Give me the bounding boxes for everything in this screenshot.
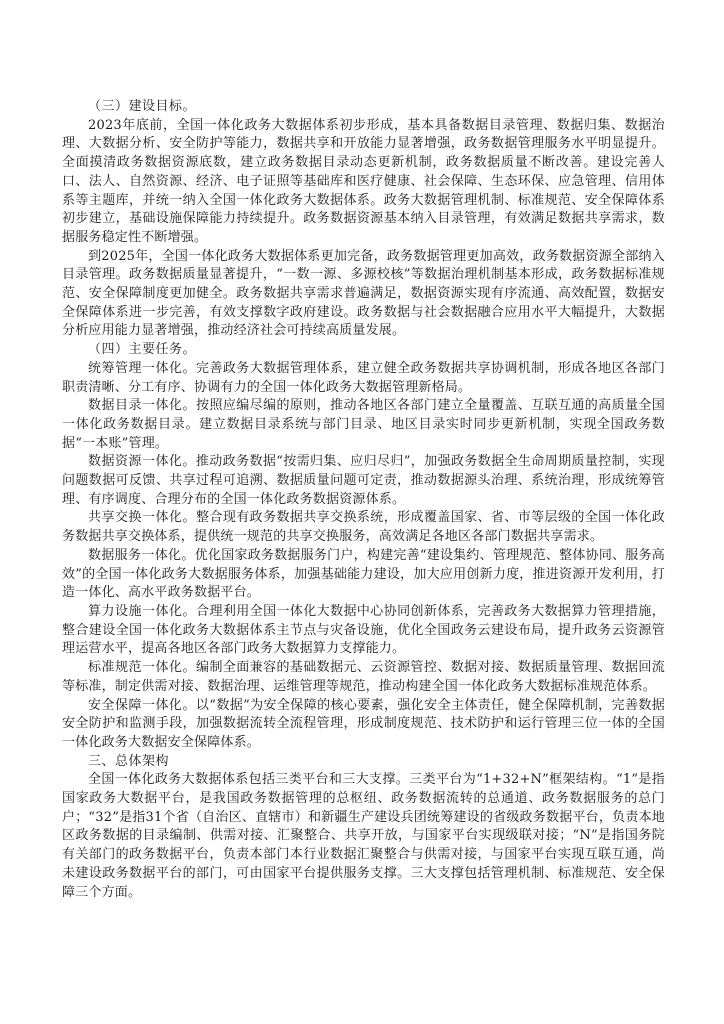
task-paragraph <box>62 547 665 603</box>
task-paragraph <box>62 397 665 453</box>
task-paragraph <box>62 509 665 546</box>
task-paragraph <box>62 659 665 696</box>
task-lead: 统筹管理一体化。 <box>88 360 197 376</box>
task-lead: 标准规范一体化。 <box>88 660 197 676</box>
task-text: 推动政务数据“按需归集、应归尽归”，加强政务数据全生命周期质量控制，实现问题数据可反馈、共享过程可追溯、数据质量问题可定责，推动数据源头治理、系统治理，形成统筹管理、有序调度、合理分布的全国一体化政务数据资源体系。 <box>62 454 665 507</box>
task-paragraph <box>62 603 665 659</box>
task-lead: 安全保障一体化。 <box>88 697 196 713</box>
section-heading-architecture: 三、总体架构 <box>88 753 170 769</box>
task-paragraph <box>62 360 665 397</box>
paragraph-2025-goals: 到2025年，全国一体化政务大数据体系更加完备，政务数据管理更加高效，政务数据资源全部纳入目录管理。政务数据质量显著提升，“一数一源、多源校核”等数据治理机制基本形成，政务数据标准规范、安全保障制度更加健全。政务数据共享需求普遍满足，数据资源实现有序流通、高效配置，数据安全保障体系进一步完善，有效支撑数字政府建设。政务数据与社会数据融合应用水平大幅提升，大数据分析应用能力显著增强，推动经济社会可持续高质量发展。 <box>62 248 665 339</box>
task-text: 以“数据”为安全保障的核心要素，强化安全主体责任，健全保障机制，完善数据安全防护和监测手段，加强数据流转全流程管理，形成制度规范、技术防护和运行管理三位一体的全国一体化政务大数据安全保障体系。 <box>62 697 665 750</box>
section-heading-tasks: （四）主要任务。 <box>88 342 197 358</box>
task-text: 完善政务大数据管理体系，建立健全政务数据共享协调机制，形成各地区各部门职责清晰、分工有序、协调有力的全国一体化政务大数据管理新格局。 <box>62 360 665 395</box>
task-lead: 共享交换一体化。 <box>88 510 197 526</box>
paragraph-2023-goals: 2023年底前，全国一体化政务大数据体系初步形成，基本具备数据目录管理、数据归集、数据治理、大数据分析、安全防护等能力，数据共享和开放能力显著增强，政务数据管理服务水平明显提升。全面摸清政务数据资源底数，建立政务数据目录动态更新机制，政务数据质量不断改善。建设完善人口、法人、自然资源、经济、电子证照等基础库和医疗健康、社会保障、生态环保、应急管理、信用体系等主题库，并统一纳入全国一体化政务大数据体系。政务大数据管理机制、标准规范、安全保障体系初步建立，基础设施保障能力持续提升。政务数据资源基本纳入目录管理，有效满足数据共享需求，数据服务稳定性不断增强。 <box>62 117 665 245</box>
task-text: 优化国家政务数据服务门户，构建完善“建设集约、管理规范、整体协同、服务高效”的全国一体化政务大数据服务体系，加强基础能力建设，加大应用创新力度，推进资源开发利用，打造一体化、高水平政务数据平台。 <box>62 547 665 601</box>
document-body <box>62 98 665 902</box>
section-heading-goals: （三）建设目标。 <box>88 99 197 114</box>
task-paragraph <box>62 697 665 753</box>
task-text: 整合现有政务数据共享交换系统，形成覆盖国家、省、市等层级的全国一体化政务数据共享交换体系，提供统一规范的共享交换服务，高效满足各地区各部门数据共享需求。 <box>62 510 665 545</box>
task-lead: 算力设施一体化。 <box>88 603 197 619</box>
task-lead: 数据目录一体化。 <box>88 398 197 414</box>
task-lead: 数据资源一体化。 <box>88 454 196 470</box>
paragraph-architecture: 全国一体化政务大数据体系包括三类平台和三大支撑。三类平台为“1+32+N”框架结构。“1”是指国家政务大数据平台，是我国政务数据管理的总枢纽、政务数据流转的总通道、政务数据服务的总门户；“32”是指31个省（自治区、直辖市）和新疆生产建设兵团统筹建设的省级政务数据平台，负责本地区政务数据的目录编制、供需对接、汇聚整合、共享开放，与国家平台实现级联对接；“N”是指国务院有关部门的政务数据平台，负责本部门本行业数据汇聚整合与供需对接，与国家平台实现互联互通，尚未建设政务数据平台的部门，可由国家平台提供服务支撑。三大支撑包括管理机制、标准规范、安全保障三个方面。 <box>62 772 665 900</box>
task-text: 按照应编尽编的原则，推动各地区各部门建立全量覆盖、互联互通的高质量全国一体化政务数据目录。建立数据目录系统与部门目录、地区目录实时同步更新机制，实现全国政务数据“一本账”管理。 <box>62 398 665 451</box>
task-paragraph <box>62 453 665 509</box>
task-text: 编制全面兼容的基础数据元、云资源管控、数据对接、数据质量管理、数据回流等标准，制定供需对接、数据治理、运维管理等规范，推动构建全国一体化政务大数据标准规范体系。 <box>62 660 665 694</box>
task-text: 合理利用全国一体化大数据中心协同创新体系，完善政务大数据算力管理措施，整合建设全国一体化政务大数据体系主节点与灾备设施，优化全国政务云建设布局，提升政务云资源管理运营水平，提高各地区各部门政务大数据算力支撑能力。 <box>62 603 665 657</box>
task-lead: 数据服务一体化。 <box>88 547 195 563</box>
